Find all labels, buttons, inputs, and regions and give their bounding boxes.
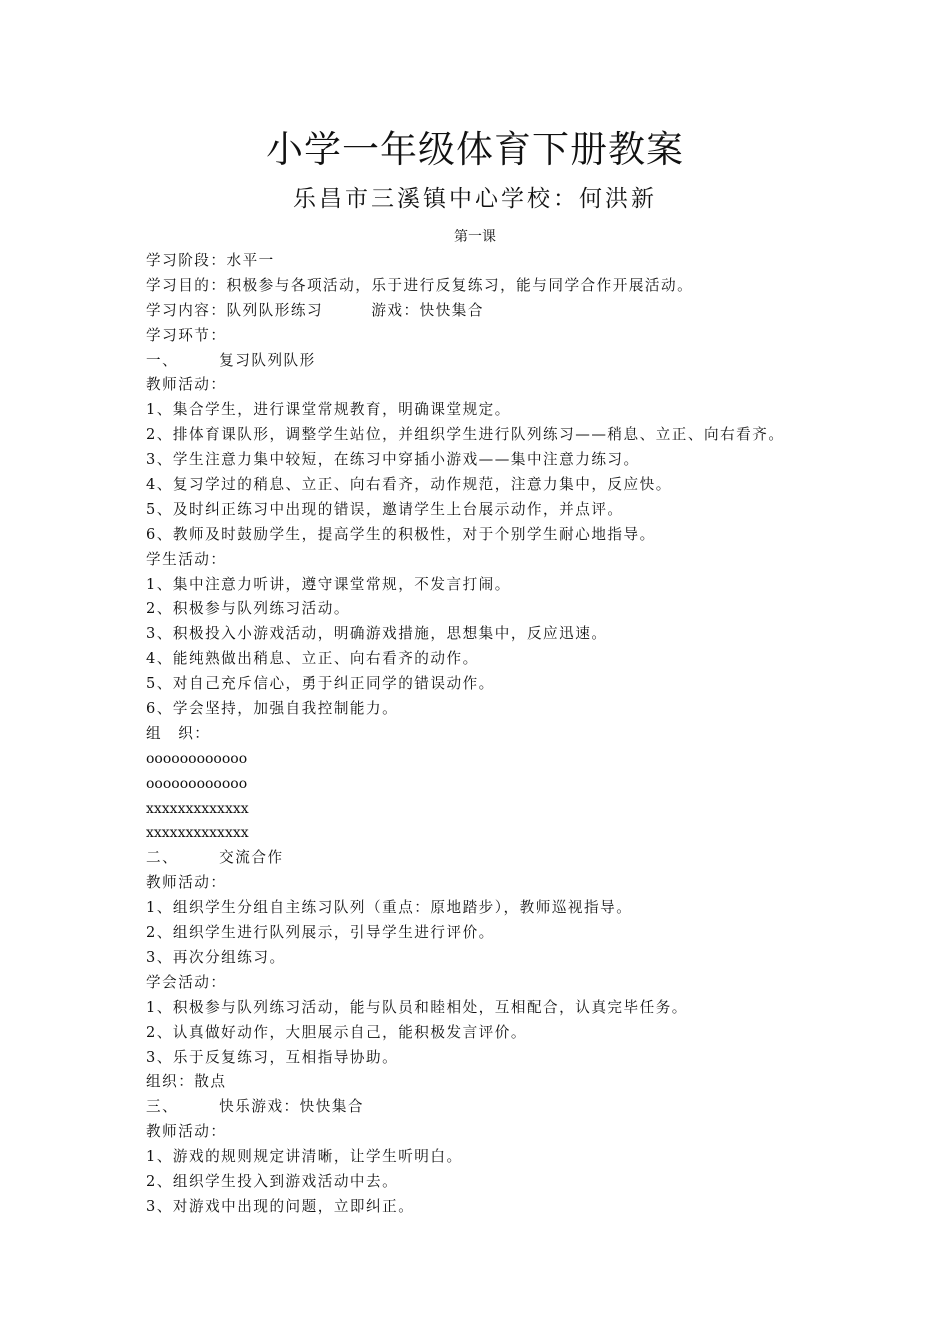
list-item: 5、对自己充斥信心，勇于纠正同学的错误动作。 — [146, 675, 495, 693]
text-line: 学习环节： — [146, 326, 227, 344]
text-line: 组织：散点 — [146, 1073, 227, 1091]
list-item: 3、积极投入小游戏活动，明确游戏措施，思想集中，反应迅速。 — [146, 625, 608, 643]
section-heading: 二、 交流合作 — [146, 849, 284, 867]
list-item: 2、排体育课队形，调整学生站位，并组织学生进行队列练习——稍息、立正、向右看齐。 — [146, 426, 785, 444]
document-title: 小学一年级体育下册教案 — [266, 128, 684, 171]
text-line: 教师活动： — [146, 874, 227, 892]
list-item: 1、集合学生，进行课堂常规教育，明确课堂规定。 — [146, 401, 511, 419]
text-line: 学会活动： — [146, 973, 227, 991]
formation-row: xxxxxxxxxxxxx — [146, 825, 249, 842]
section-heading: 一、 复习队列队形 — [146, 351, 316, 369]
text-line: 学习阶段：水平一 — [146, 252, 275, 269]
formation-row: xxxxxxxxxxxxx — [146, 800, 249, 817]
list-item: 2、组织学生投入到游戏活动中去。 — [146, 1172, 399, 1190]
list-item: 6、学会坚持，加强自我控制能力。 — [146, 700, 399, 718]
list-item: 4、能纯熟做出稍息、立正、向右看齐的动作。 — [146, 650, 479, 668]
list-item: 3、再次分组练习。 — [146, 948, 286, 966]
list-item: 2、组织学生进行队列展示，引导学生进行评价。 — [146, 924, 495, 942]
list-item: 3、对游戏中出现的问题，立即纠正。 — [146, 1197, 415, 1215]
text-line: 教师活动： — [146, 1123, 227, 1141]
text-line: 组 织： — [146, 724, 211, 742]
list-item: 1、组织学生分组自主练习队列（重点：原地踏步），教师巡视指导。 — [146, 899, 633, 917]
list-item: 5、及时纠正练习中出现的错误，邀请学生上台展示动作，并点评。 — [146, 500, 624, 518]
list-item: 2、积极参与队列练习活动。 — [146, 600, 350, 618]
lesson-heading: 第一课 — [454, 229, 496, 245]
text-line: 教师活动： — [146, 376, 227, 394]
text-line: 学习目的：积极参与各项活动，乐于进行反复练习，能与同学合作开展活动。 — [146, 276, 694, 294]
formation-row: oooooooooooo — [146, 775, 248, 792]
list-item: 4、复习学过的稍息、立正、向右看齐，动作规范，注意力集中，反应快。 — [146, 476, 672, 494]
list-item: 3、乐于反复练习，互相指导协助。 — [146, 1048, 399, 1066]
list-item: 1、集中注意力听讲，遵守课堂常规，不发言打闹。 — [146, 575, 511, 593]
list-item: 1、积极参与队列练习活动，能与队员和睦相处，互相配合，认真完毕任务。 — [146, 998, 688, 1016]
document-subtitle: 乐昌市三溪镇中心学校：何洪新 — [293, 186, 657, 212]
list-item: 6、教师及时鼓励学生，提高学生的积极性，对于个别学生耐心地指导。 — [146, 525, 656, 543]
text-line: 学习内容：队列队形练习 游戏：快快集合 — [146, 301, 484, 319]
formation-row: oooooooooooo — [146, 750, 248, 767]
list-item: 2、认真做好动作，大胆展示自己，能积极发言评价。 — [146, 1023, 527, 1041]
text-line: 学生活动： — [146, 550, 227, 568]
list-item: 3、学生注意力集中较短，在练习中穿插小游戏——集中注意力练习。 — [146, 451, 640, 469]
list-item: 1、游戏的规则规定讲清晰，让学生听明白。 — [146, 1148, 463, 1166]
section-heading: 三、 快乐游戏：快快集合 — [146, 1098, 365, 1116]
document-body — [146, 249, 846, 1220]
